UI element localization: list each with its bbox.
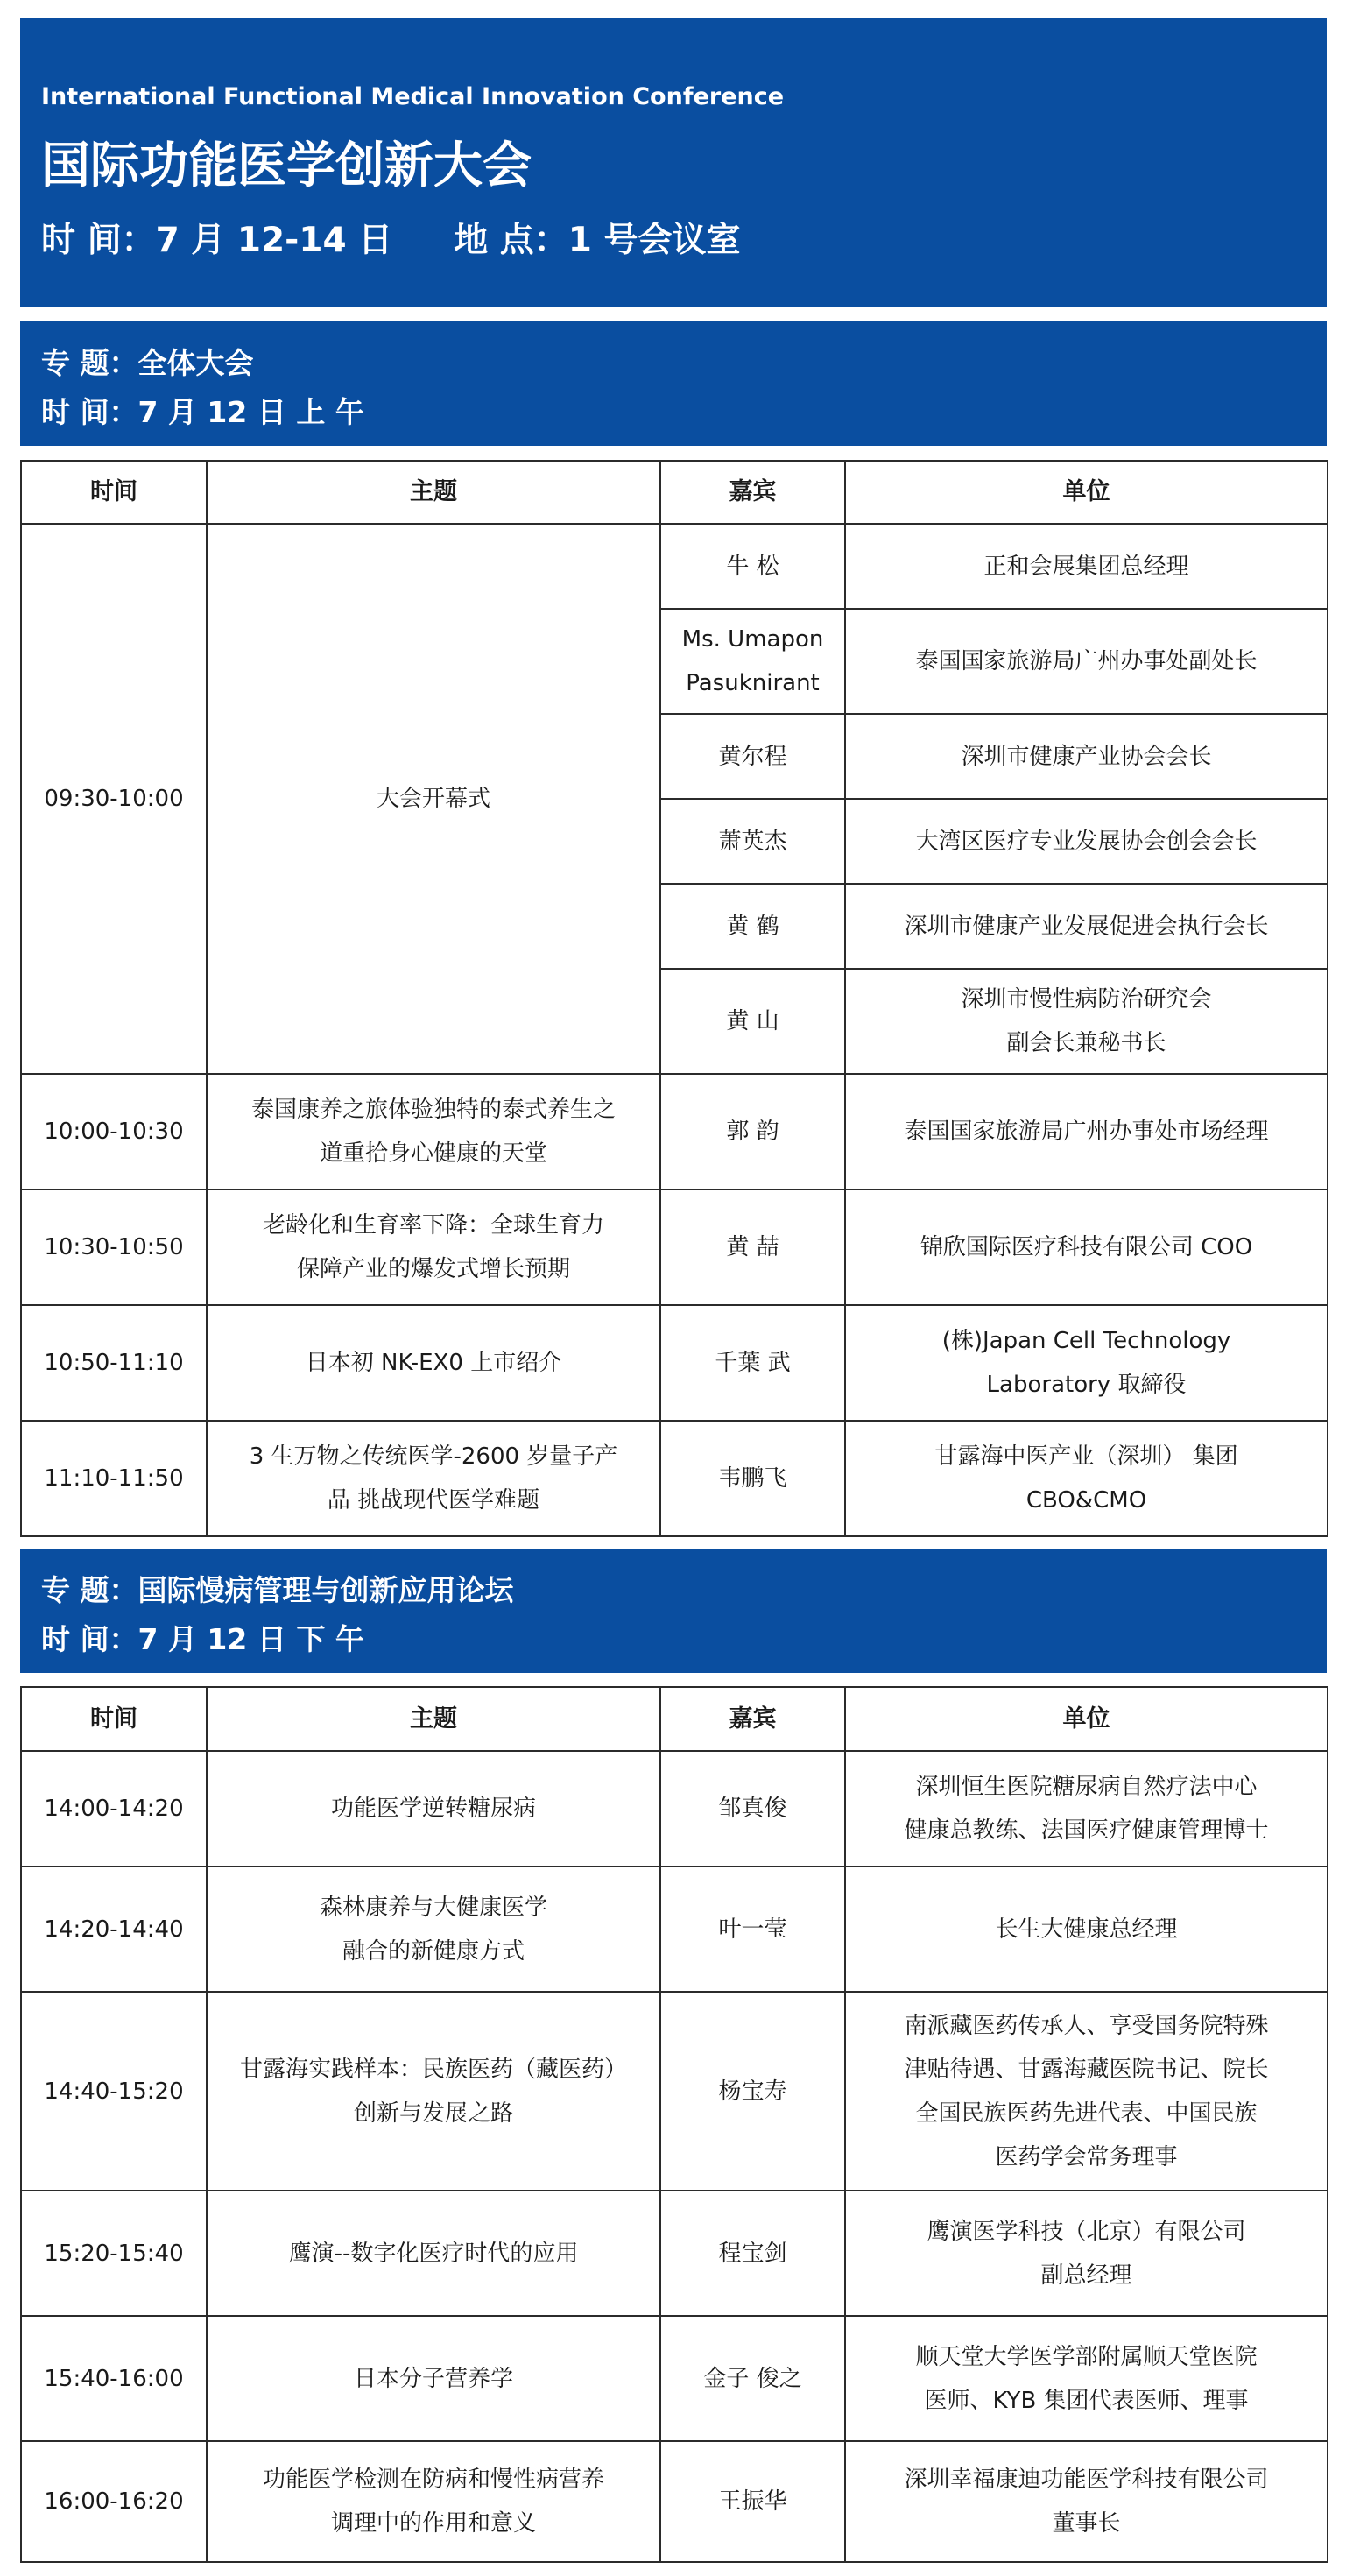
table-row: [21, 1992, 1328, 2191]
conference-meta: [41, 213, 740, 262]
table-row: [21, 2191, 1328, 2316]
column-header-guest: 嘉宾: [660, 1687, 845, 1751]
guest-name: 韦鹏飞: [660, 1421, 845, 1536]
column-header-topic: 主题: [207, 461, 660, 524]
guest-name: 王振华: [660, 2441, 845, 2562]
column-header-org: 单位: [845, 461, 1328, 524]
column-header-time: 时间: [21, 461, 207, 524]
session-time: 14:20-14:40: [21, 1867, 207, 1992]
conference-date: 时 间：7 月 12-14 日: [41, 221, 393, 260]
column-header-topic: 主题: [207, 1687, 660, 1751]
column-header-time: 时间: [21, 1687, 207, 1751]
session-topic: 甘露海实践样本：民族医药（藏医药） 创新与发展之路: [207, 1992, 660, 2191]
section-topic: 专 题：国际慢病管理与创新应用论坛: [41, 1573, 514, 1607]
guest-org: 锦欣国际医疗科技有限公司 COO: [845, 1189, 1328, 1305]
guest-org: 大湾区医疗专业发展协会创会会长: [845, 799, 1328, 884]
schedule-table-plenary: [20, 460, 1328, 1537]
table-row: [21, 2316, 1328, 2441]
guest-org: 泰国国家旅游局广州办事处市场经理: [845, 1074, 1328, 1189]
section-banner-chronic-disease-forum: [20, 1549, 1327, 1673]
column-header-org: 单位: [845, 1687, 1328, 1751]
guest-name: 千葉 武: [660, 1305, 845, 1421]
session-time: 15:40-16:00: [21, 2316, 207, 2441]
guest-org: 甘露海中医产业（深圳） 集团 CBO&CMO: [845, 1421, 1328, 1536]
table-row: [21, 1074, 1328, 1189]
table-row: [21, 1751, 1328, 1867]
conference-title-en: International Functional Medical Innovation Conference: [41, 83, 785, 110]
section-time: 时 间：7 月 12 日 下 午: [41, 1622, 364, 1656]
conference-header: [20, 18, 1327, 307]
session-topic: 森林康养与大健康医学 融合的新健康方式: [207, 1867, 660, 1992]
guest-org: 泰国国家旅游局广州办事处副处长: [845, 609, 1328, 714]
guest-org: 南派藏医药传承人、享受国务院特殊 津贴待遇、甘露海藏医院书记、院长 全国民族医药先进代表、中国民族 医药学会常务理事: [845, 1992, 1328, 2191]
session-time: 15:20-15:40: [21, 2191, 207, 2316]
session-topic: 鹰演--数字化医疗时代的应用: [207, 2191, 660, 2316]
guest-org: 深圳市健康产业发展促进会执行会长: [845, 884, 1328, 969]
session-topic: 功能医学逆转糖尿病: [207, 1751, 660, 1867]
session-topic: 日本分子营养学: [207, 2316, 660, 2441]
session-time: 16:00-16:20: [21, 2441, 207, 2562]
session-topic: 功能医学检测在防病和慢性病营养 调理中的作用和意义: [207, 2441, 660, 2562]
table-header-row: [21, 461, 1328, 524]
session-topic: 日本初 NK-EX0 上市绍介: [207, 1305, 660, 1421]
guest-name: 叶一莹: [660, 1867, 845, 1992]
table-row: [21, 1305, 1328, 1421]
guest-org: 鹰演医学科技（北京）有限公司 副总经理: [845, 2191, 1328, 2316]
guest-org: (株)Japan Cell Technology Laboratory 取締役: [845, 1305, 1328, 1421]
table-row: [21, 2441, 1328, 2562]
session-topic: 泰国康养之旅体验独特的泰式养生之 道重拾身心健康的天堂: [207, 1074, 660, 1189]
section-time: 时 间：7 月 12 日 上 午: [41, 395, 364, 429]
session-time: 11:10-11:50: [21, 1421, 207, 1536]
session-topic: 大会开幕式: [207, 524, 660, 1074]
column-header-guest: 嘉宾: [660, 461, 845, 524]
guest-name: Ms. Umapon Pasuknirant: [660, 609, 845, 714]
session-time: 14:00-14:20: [21, 1751, 207, 1867]
section-banner-plenary: [20, 321, 1327, 446]
guest-name: 黄尔程: [660, 714, 845, 799]
table-row: [21, 1189, 1328, 1305]
session-time: 10:00-10:30: [21, 1074, 207, 1189]
guest-org: 深圳市慢性病防治研究会 副会长兼秘书长: [845, 969, 1328, 1074]
guest-name: 杨宝寿: [660, 1992, 845, 2191]
guest-name: 萧英杰: [660, 799, 845, 884]
guest-org: 深圳市健康产业协会会长: [845, 714, 1328, 799]
conference-title-zh: 国际功能医学创新大会: [41, 138, 532, 194]
guest-name: 郭 韵: [660, 1074, 845, 1189]
guest-name: 邹真俊: [660, 1751, 845, 1867]
session-time: 10:50-11:10: [21, 1305, 207, 1421]
guest-org: 深圳幸福康迪功能医学科技有限公司 董事长: [845, 2441, 1328, 2562]
guest-org: 长生大健康总经理: [845, 1867, 1328, 1992]
guest-org: 正和会展集团总经理: [845, 524, 1328, 609]
table-header-row: [21, 1687, 1328, 1751]
session-time: 09:30-10:00: [21, 524, 207, 1074]
guest-org: 深圳恒生医院糖尿病自然疗法中心 健康总教练、法国医疗健康管理博士: [845, 1751, 1328, 1867]
conference-venue: 地 点：1 号会议室: [454, 221, 741, 260]
session-topic: 老龄化和生育率下降：全球生育力 保障产业的爆发式增长预期: [207, 1189, 660, 1305]
guest-name: 黄 鹤: [660, 884, 845, 969]
guest-name: 黄 喆: [660, 1189, 845, 1305]
table-row: [21, 1421, 1328, 1536]
table-row: [21, 1867, 1328, 1992]
table-row: [21, 524, 1328, 609]
guest-name: 金子 俊之: [660, 2316, 845, 2441]
schedule-table-forum: [20, 1686, 1328, 2563]
guest-name: 黄 山: [660, 969, 845, 1074]
session-topic: 3 生万物之传统医学-2600 岁量子产 品 挑战现代医学难题: [207, 1421, 660, 1536]
session-time: 14:40-15:20: [21, 1992, 207, 2191]
guest-org: 顺天堂大学医学部附属顺天堂医院 医师、KYB 集团代表医师、理事: [845, 2316, 1328, 2441]
section-topic: 专 题：全体大会: [41, 346, 254, 380]
guest-name: 牛 松: [660, 524, 845, 609]
guest-name: 程宝剑: [660, 2191, 845, 2316]
session-time: 10:30-10:50: [21, 1189, 207, 1305]
